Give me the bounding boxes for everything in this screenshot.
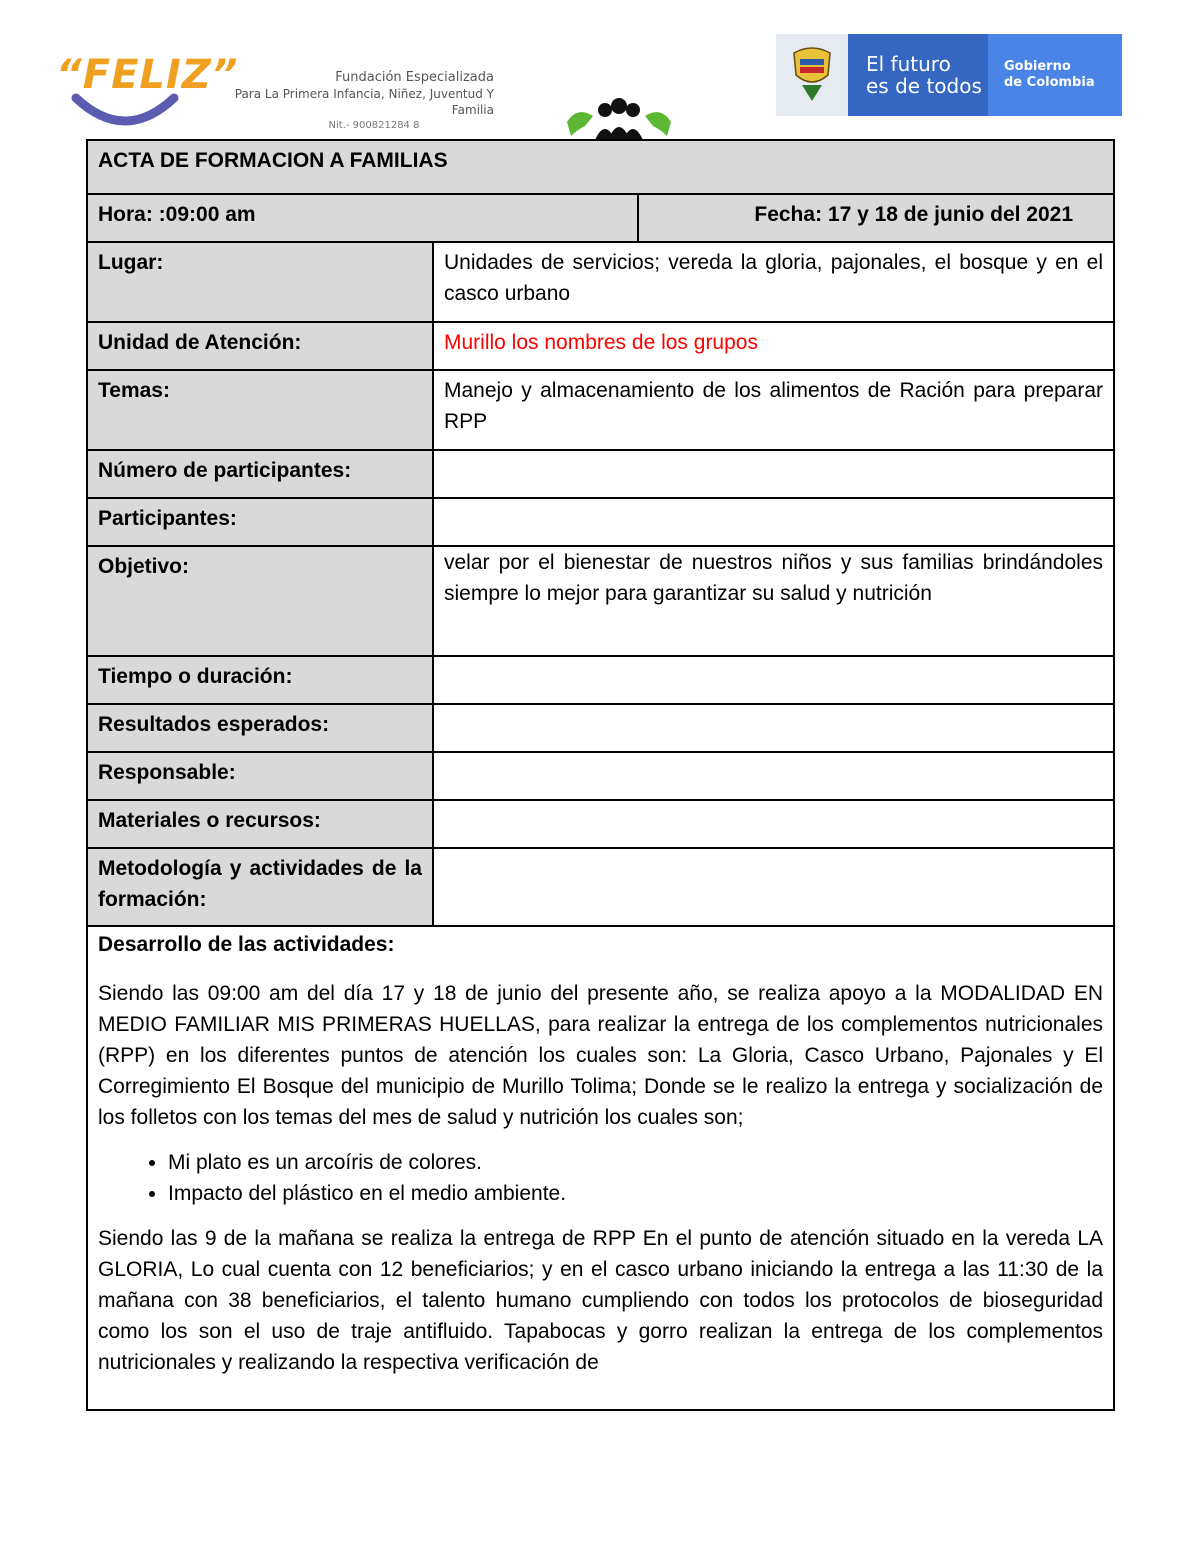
acta-table [86, 139, 1115, 1411]
row-value [433, 450, 1114, 498]
acta-title: ACTA DE FORMACION A FAMILIAS [87, 140, 1114, 194]
topics-list [98, 1147, 1103, 1209]
row-value [433, 848, 1114, 926]
table-row [87, 370, 1114, 450]
fecha-field: Fecha: 17 y 18 de junio del 2021 [638, 194, 1114, 242]
table-row [87, 704, 1114, 752]
row-label: Resultados esperados: [87, 704, 433, 752]
table-row [87, 848, 1114, 926]
families-hands-icon [563, 96, 675, 140]
desarrollo-row [87, 926, 1114, 1410]
desarrollo-cell [87, 926, 1114, 1410]
row-label: Objetivo: [87, 546, 433, 656]
table-row [87, 546, 1114, 656]
row-value [433, 498, 1114, 546]
gov-slogan: El futuro es de todos [848, 34, 988, 116]
coat-of-arms-icon [776, 34, 848, 116]
table-row [87, 498, 1114, 546]
row-value: velar por el bienestar de nuestros niños y sus familias brindándoles siempre lo mejor para garantizar su salud y nutrición [433, 546, 1114, 656]
table-row [87, 450, 1114, 498]
row-label: Participantes: [87, 498, 433, 546]
row-value [433, 656, 1114, 704]
gov-name: Gobierno de Colombia [988, 34, 1122, 116]
paragraph: Siendo las 09:00 am del día 17 y 18 de junio del presente año, se realiza apoyo a la MODALIDAD EN MEDIO FAMILIAR MIS PRIMERAS HUELLAS, para realizar la entrega de los complementos nutricionales (RPP) en los diferentes puntos de atención los cuales son: La Gloria, Casco Urbano, Pajonales y El Corregimiento El Bosque del municipio de Murillo Tolima; Donde se le realizo la entrega y socialización de los folletos con los temas del mes de salud y nutrición los cuales son; [98, 982, 1104, 1129]
title-row [87, 140, 1114, 194]
desarrollo-title: Desarrollo de las actividades: [98, 933, 395, 956]
page-header [0, 0, 1200, 140]
row-label: Número de participantes: [87, 450, 433, 498]
foundation-text: Fundación Especializada Para La Primera Infancia, Niñez, Juventud Y Familia Nit.- 900821284 8 [234, 70, 494, 131]
table-row [87, 752, 1114, 800]
row-label: Lugar: [87, 242, 433, 322]
hora-fecha-row [87, 194, 1114, 242]
table-row [87, 800, 1114, 848]
row-value: Murillo los nombres de los grupos [433, 322, 1114, 370]
row-label: Materiales o recursos: [87, 800, 433, 848]
row-label: Metodología y actividades de la formación: [87, 848, 433, 926]
gobierno-colombia-logo [776, 34, 1122, 116]
row-label: Unidad de Atención: [87, 322, 433, 370]
feliz-wordmark: “FELIZ” [56, 52, 239, 98]
list-item: • Impacto del plástico en el medio ambiente. [168, 1178, 1103, 1209]
row-label: Temas: [87, 370, 433, 450]
smile-icon [70, 92, 180, 132]
row-value: Manejo y almacenamiento de los alimentos de Ración para preparar RPP [433, 370, 1114, 450]
paragraph: Siendo las 9 de la mañana se realiza la entrega de RPP En el punto de atención situado en la vereda LA GLORIA, Lo cual cuenta con 12 beneficiarios; y en el casco urbano iniciando la entrega a las 11:30 de la mañana con 38 beneficiarios, el talento humano cumpliendo con todos los protocolos de bioseguridad como los son el uso de traje antifluido. Tapabocas y gorro realizan la entrega de los complementos nutricionales y realizando la respectiva verificación de [98, 1227, 1104, 1374]
row-value: Unidades de servicios; vereda la gloria, pajonales, el bosque y en el casco urbano [433, 242, 1114, 322]
hora-field: Hora: :09:00 am [87, 194, 638, 242]
row-value [433, 704, 1114, 752]
table-row [87, 242, 1114, 322]
row-label: Responsable: [87, 752, 433, 800]
row-value [433, 752, 1114, 800]
feliz-foundation-logo [44, 30, 494, 136]
row-value [433, 800, 1114, 848]
table-row [87, 322, 1114, 370]
list-item: • Mi plato es un arcoíris de colores. [168, 1147, 1103, 1178]
table-row [87, 656, 1114, 704]
row-label: Tiempo o duración: [87, 656, 433, 704]
